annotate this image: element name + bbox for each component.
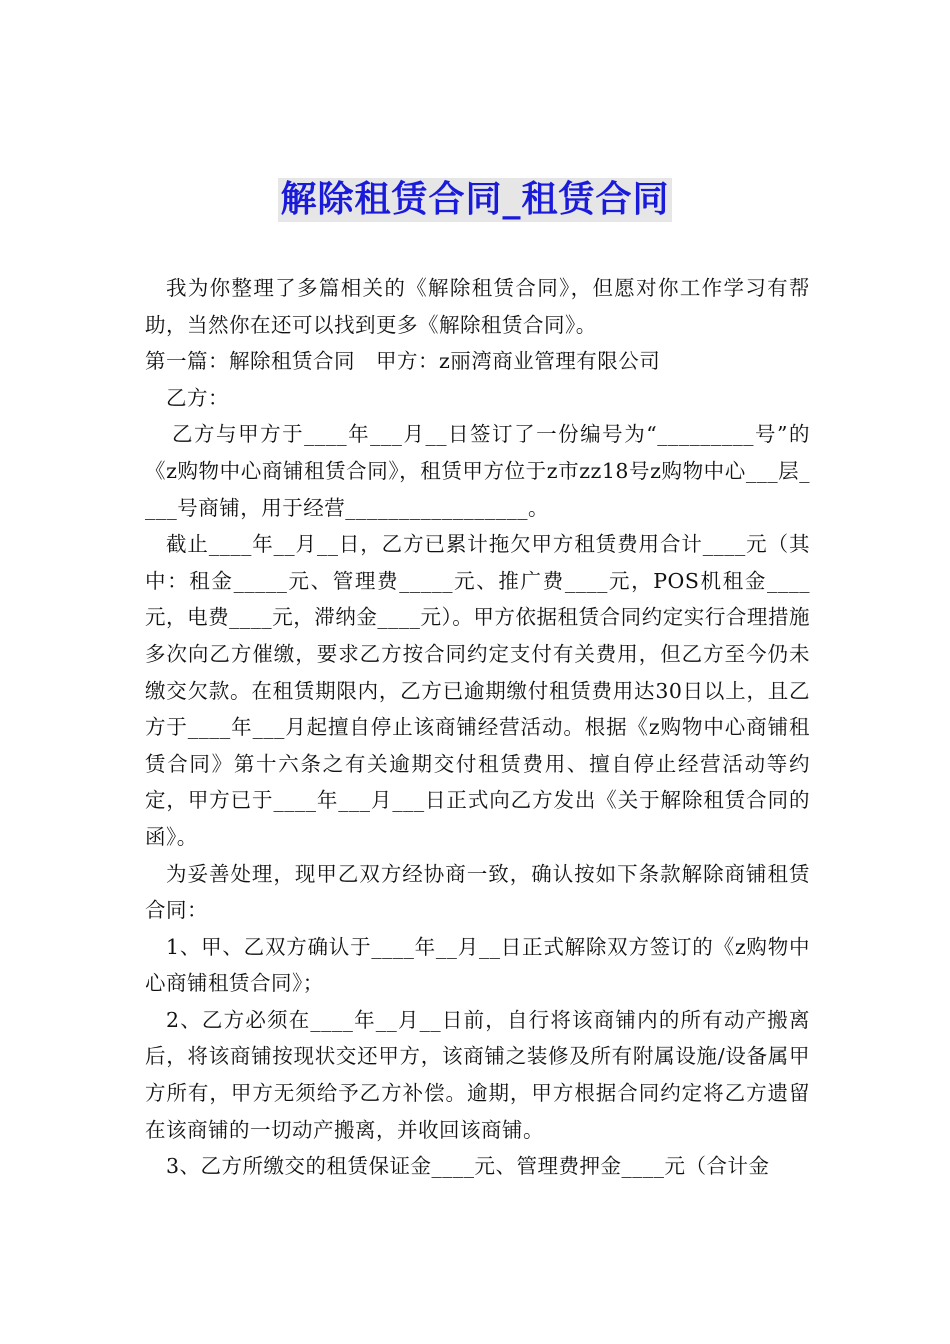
- paragraph-intro: 我为你整理了多篇相关的《解除租赁合同》，但愿对你工作学习有帮助，当然你在还可以找到更多《解除租赁合同》。: [145, 276, 810, 337]
- paragraph-party-b: 乙方：: [166, 385, 229, 410]
- paragraph-contract: 乙方与甲方于____年___月__日签订了一份编号为“_________号”的《z购物中心商铺租赁合同》，租赁甲方位于z市zz18号z购物中心___层____号商铺，用于经营_________________。: [145, 422, 810, 520]
- clause-1: 1、甲、乙双方确认于____年__月__日正式解除双方签订的《z购物中心商铺租赁合同》；: [145, 934, 810, 996]
- document-title: 解除租赁合同_租赁合同: [280, 179, 670, 220]
- clause-2: 2、乙方必须在____年__月__日前，自行将该商铺内的所有动产搬离后，将该商铺按现状交还甲方，该商铺之装修及所有附属设施/设备属甲方所有，甲方无须给予乙方补偿。逾期，甲方根据合同约定将乙方遗留在该商铺的一切动产搬离，并收回该商铺。: [145, 1007, 810, 1142]
- document-body: [145, 270, 810, 1185]
- paragraph-arrears: 截止____年__月__日，乙方已累计拖欠甲方租赁费用合计____元（其中：租金_____元、管理费_____元、推广费____元，POS机租金____元，电费____元，滞纳金____元）。甲方依据租赁合同约定实行合理措施多次向乙方催缴，要求乙方按合同约定支付有关费用，但乙方至今仍未缴交欠款。在租赁期限内，乙方已逾期缴付租赁费用达30日以上，且乙方于____年___月起擅自停止该商铺经营活动。根据《z购物中心商铺租赁合同》第十六条之有关逾期交付租赁费用、擅自停止经营活动等约定，甲方已于____年___月___日正式向乙方发出《关于解除租赁合同的函》。: [145, 532, 810, 849]
- paragraph-part1-heading: 第一篇：解除租赁合同 甲方：z丽湾商业管理有限公司: [145, 349, 661, 374]
- clause-3: 3、乙方所缴交的租赁保证金____元、管理费押金____元（合计金: [166, 1154, 770, 1179]
- paragraph-agree: 为妥善处理，现甲乙双方经协商一致，确认按如下条款解除商铺租赁合同：: [145, 861, 810, 923]
- title-container: [0, 178, 950, 222]
